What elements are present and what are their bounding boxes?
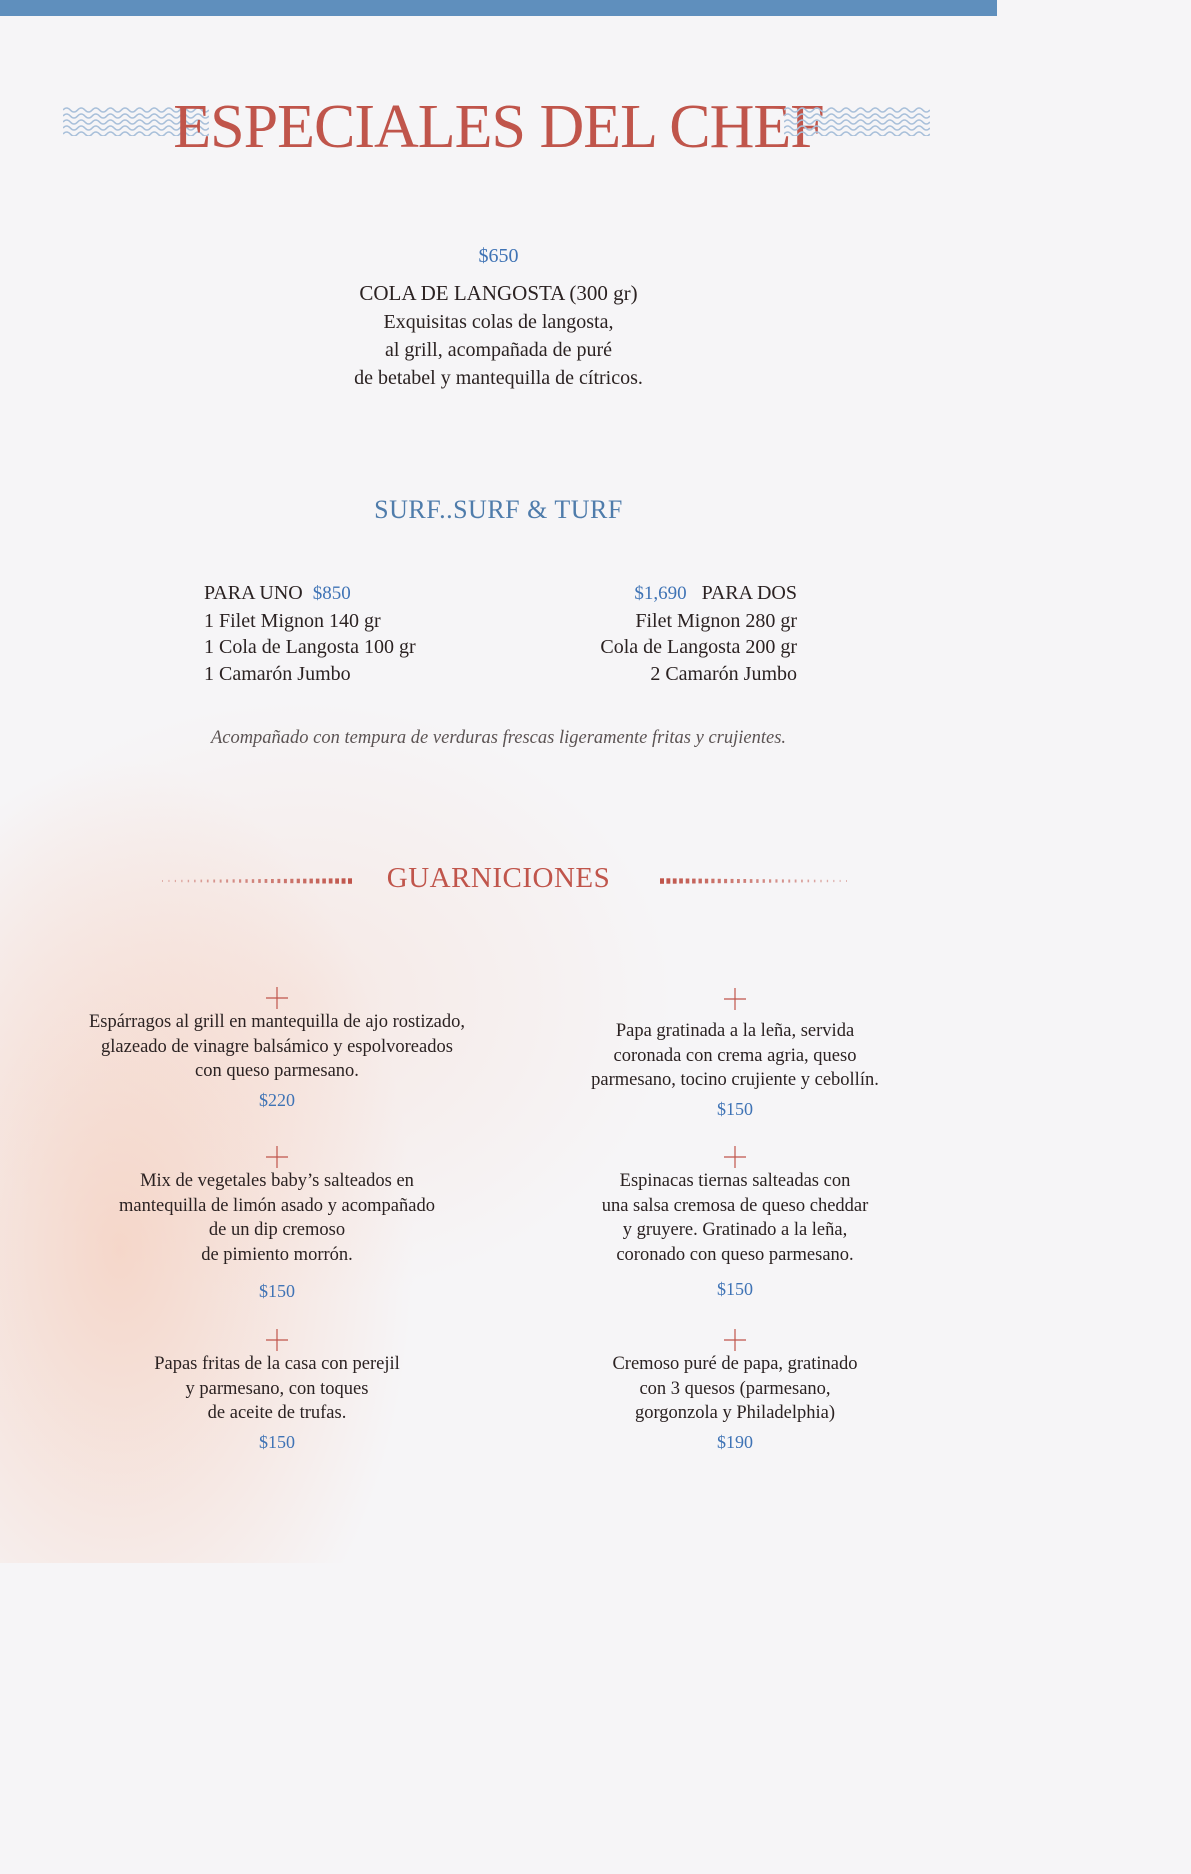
wave-ornament-right [784,106,930,136]
side-dish-description: Cremoso puré de papa, gratinado con 3 quesos (parmesano, gorgonzola y Philadelphia) [612,1354,858,1423]
plus-ornament-icon [265,1145,289,1169]
plus-ornament-icon [723,987,747,1011]
side-dish-item [505,987,965,1121]
side-dish-item [505,1328,965,1454]
side-dish-item [47,986,507,1112]
para-dos-header [600,580,797,608]
side-dish-description: Papas fritas de la casa con perejil y parmesano, con toques de aceite de trufas. [154,1354,400,1423]
para-uno-line: 1 Filet Mignon 140 gr [204,609,381,632]
side-dish-price: $220 [259,1089,295,1110]
side-dish-item [47,1145,507,1304]
para-dos-line: Filet Mignon 280 gr [635,609,797,632]
side-dish-price: $150 [717,1279,753,1299]
side-dish-description: Mix de vegetales baby’s salteados en mantequilla de limón asado y acompañado de un dip cremoso de pimiento morrón. [119,1171,435,1265]
para-uno-header [204,580,416,608]
side-dish-description: Espinacas tiernas salteadas con una salsa cremosa de queso cheddar y gruyere. Gratinado a la leña, coronado con queso parmesano. [601,1171,869,1265]
lobster-name: COLA DE LANGOSTA (300 gr) [359,281,638,305]
para-dos-label: PARA DOS [701,582,797,604]
dotted-divider-right [660,877,850,885]
plus-ornament-icon [723,1145,747,1169]
plus-ornament-icon [723,1328,747,1352]
lobster-price: $650 [478,245,519,267]
para-dos-line: 2 Camarón Jumbo [650,662,797,685]
guarniciones-heading: GUARNICIONES [386,862,611,894]
para-uno-line: 1 Camarón Jumbo [204,662,351,685]
side-dish-price: $150 [259,1431,295,1452]
top-bar [0,0,997,16]
plus-ornament-icon [265,1328,289,1352]
page-title: ESPECIALES DEL CHEF [173,93,824,161]
side-dish-description: Papa gratinada a la leña, servida coronada con crema agria, queso parmesano, tocino crujiente y cebollín. [591,1021,879,1090]
para-uno-label: PARA UNO [204,582,303,604]
lobster-description: Exquisitas colas de langosta, al grill, acompañada de puré de betabel y mantequilla de cítricos. [354,311,643,389]
side-dish-item [47,1328,507,1454]
surf-turf-heading: SURF..SURF & TURF [374,495,623,524]
para-uno-price: $850 [312,583,351,604]
side-dish-price: $190 [717,1431,753,1452]
para-uno-line: 1 Cola de Langosta 100 gr [204,636,416,658]
side-dish-item [505,1145,965,1302]
surf-turf-note: Acompañado con tempura de verduras frescas ligeramente fritas y crujientes. [210,728,787,748]
para-dos-price: $1,690 [634,583,687,604]
side-dish-price: $150 [717,1098,753,1119]
side-dish-description: Espárragos al grill en mantequilla de ajo rostizado, glazeado de vinagre balsámico y espolvoreados con queso parmesano. [88,1012,466,1081]
plus-ornament-icon [265,986,289,1010]
para-dos-line: Cola de Langosta 200 gr [600,636,797,658]
para-dos-block [600,580,797,687]
para-uno-block [204,580,416,687]
side-dish-price: $150 [259,1281,295,1301]
